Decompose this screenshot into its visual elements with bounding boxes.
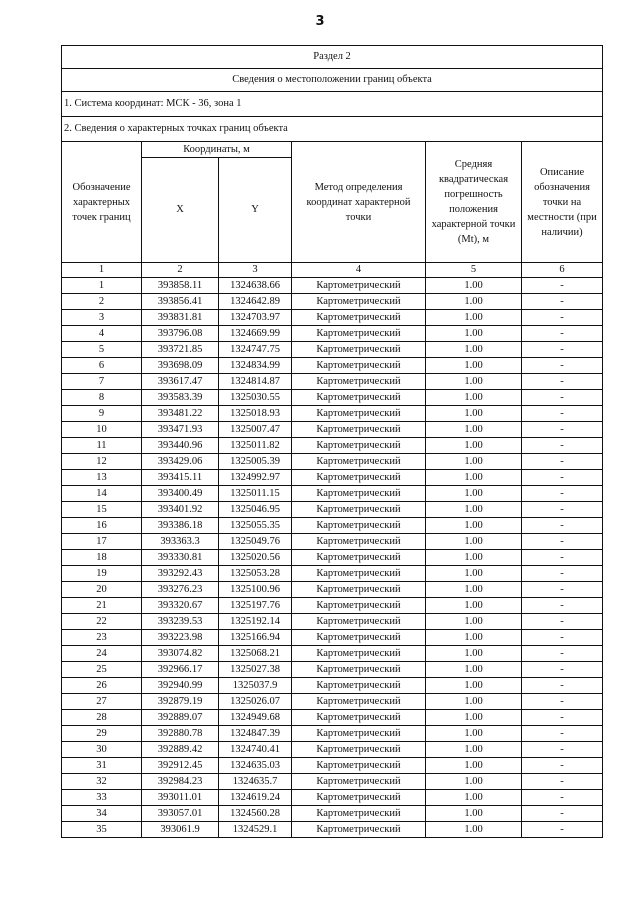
x-coordinate-cell: 393074.82 (142, 646, 219, 662)
method-cell: Картометрический (292, 342, 426, 358)
x-coordinate-cell: 392984.23 (142, 774, 219, 790)
description-cell: - (522, 774, 603, 790)
accuracy-cell: 1.00 (426, 742, 522, 758)
y-coordinate-cell: 1324529.1 (219, 822, 292, 838)
table-row (62, 278, 603, 294)
method-cell: Картометрический (292, 390, 426, 406)
table-row (62, 822, 603, 838)
y-coordinate-cell: 1324834.99 (219, 358, 292, 374)
accuracy-cell: 1.00 (426, 710, 522, 726)
column-number: 4 (292, 263, 426, 278)
y-coordinate-cell: 1325192.14 (219, 614, 292, 630)
point-id-cell: 4 (62, 326, 142, 342)
point-id-cell: 3 (62, 310, 142, 326)
x-coordinate-cell: 393858.11 (142, 278, 219, 294)
x-coordinate-cell: 393386.18 (142, 518, 219, 534)
method-cell: Картометрический (292, 566, 426, 582)
description-cell: - (522, 518, 603, 534)
accuracy-cell: 1.00 (426, 454, 522, 470)
description-cell: - (522, 806, 603, 822)
y-coordinate-cell: 1325007.47 (219, 422, 292, 438)
x-coordinate-cell: 393276.23 (142, 582, 219, 598)
table-row (62, 502, 603, 518)
point-id-cell: 20 (62, 582, 142, 598)
table-row (62, 582, 603, 598)
point-id-cell: 19 (62, 566, 142, 582)
table-row (62, 774, 603, 790)
description-cell: - (522, 646, 603, 662)
method-cell: Картометрический (292, 470, 426, 486)
point-id-cell: 30 (62, 742, 142, 758)
description-cell: - (522, 358, 603, 374)
header-accuracy: Средняя квадратическая погрешность положения характерной точки (Mt), м (426, 142, 522, 263)
description-cell: - (522, 566, 603, 582)
header-description: Описание обозначения точки на местности (при наличии) (522, 142, 603, 263)
x-coordinate-cell: 393061.9 (142, 822, 219, 838)
method-cell: Картометрический (292, 454, 426, 470)
x-coordinate-cell: 393057.01 (142, 806, 219, 822)
description-cell: - (522, 534, 603, 550)
method-cell: Картометрический (292, 278, 426, 294)
coordinate-system: 1. Система координат: МСК - 36, зона 1 (62, 92, 603, 117)
accuracy-cell: 1.00 (426, 502, 522, 518)
point-id-cell: 12 (62, 454, 142, 470)
column-number: 6 (522, 263, 603, 278)
table-row (62, 534, 603, 550)
point-id-cell: 9 (62, 406, 142, 422)
x-coordinate-cell: 393223.98 (142, 630, 219, 646)
y-coordinate-cell: 1324560.28 (219, 806, 292, 822)
point-id-cell: 32 (62, 774, 142, 790)
table-row (62, 374, 603, 390)
accuracy-cell: 1.00 (426, 342, 522, 358)
accuracy-cell: 1.00 (426, 294, 522, 310)
method-cell: Картометрический (292, 406, 426, 422)
x-coordinate-cell: 393400.49 (142, 486, 219, 502)
point-id-cell: 11 (62, 438, 142, 454)
description-cell: - (522, 822, 603, 838)
x-coordinate-cell: 393429.06 (142, 454, 219, 470)
accuracy-cell: 1.00 (426, 310, 522, 326)
column-number: 5 (426, 263, 522, 278)
table-row (62, 326, 603, 342)
description-cell: - (522, 678, 603, 694)
x-coordinate-cell: 392889.42 (142, 742, 219, 758)
table-row (62, 390, 603, 406)
table-row (62, 294, 603, 310)
table-row (62, 694, 603, 710)
description-cell: - (522, 710, 603, 726)
description-cell: - (522, 630, 603, 646)
method-cell: Картометрический (292, 326, 426, 342)
table-row (62, 662, 603, 678)
x-coordinate-cell: 393239.53 (142, 614, 219, 630)
method-cell: Картометрический (292, 614, 426, 630)
method-cell: Картометрический (292, 646, 426, 662)
boundary-points-table (61, 45, 603, 838)
point-id-cell: 28 (62, 710, 142, 726)
point-id-cell: 16 (62, 518, 142, 534)
table-row (62, 518, 603, 534)
point-id-cell: 31 (62, 758, 142, 774)
y-coordinate-cell: 1324642.89 (219, 294, 292, 310)
accuracy-cell: 1.00 (426, 694, 522, 710)
y-coordinate-cell: 1324703.97 (219, 310, 292, 326)
method-cell: Картометрический (292, 822, 426, 838)
x-coordinate-cell: 393796.08 (142, 326, 219, 342)
method-cell: Картометрический (292, 502, 426, 518)
table-row (62, 422, 603, 438)
point-id-cell: 14 (62, 486, 142, 502)
description-cell: - (522, 294, 603, 310)
x-coordinate-cell: 393292.43 (142, 566, 219, 582)
y-coordinate-cell: 1324669.99 (219, 326, 292, 342)
point-id-cell: 1 (62, 278, 142, 294)
x-coordinate-cell: 392966.17 (142, 662, 219, 678)
y-coordinate-cell: 1325037.9 (219, 678, 292, 694)
accuracy-cell: 1.00 (426, 774, 522, 790)
y-coordinate-cell: 1324638.66 (219, 278, 292, 294)
table-row (62, 614, 603, 630)
accuracy-cell: 1.00 (426, 422, 522, 438)
method-cell: Картометрический (292, 422, 426, 438)
column-number: 1 (62, 263, 142, 278)
y-coordinate-cell: 1324847.39 (219, 726, 292, 742)
method-cell: Картометрический (292, 774, 426, 790)
description-cell: - (522, 310, 603, 326)
method-cell: Картометрический (292, 310, 426, 326)
description-cell: - (522, 438, 603, 454)
section-title: Раздел 2 (62, 46, 603, 69)
table-row (62, 438, 603, 454)
method-cell: Картометрический (292, 662, 426, 678)
x-coordinate-cell: 393698.09 (142, 358, 219, 374)
accuracy-cell: 1.00 (426, 582, 522, 598)
method-cell: Картометрический (292, 598, 426, 614)
point-id-cell: 24 (62, 646, 142, 662)
table-row (62, 678, 603, 694)
x-coordinate-cell: 393831.81 (142, 310, 219, 326)
header-y: Y (219, 158, 292, 263)
description-cell: - (522, 390, 603, 406)
table-row (62, 486, 603, 502)
table-row (62, 598, 603, 614)
method-cell: Картометрический (292, 806, 426, 822)
method-cell: Картометрический (292, 710, 426, 726)
table-row (62, 742, 603, 758)
x-coordinate-cell: 392912.45 (142, 758, 219, 774)
accuracy-cell: 1.00 (426, 790, 522, 806)
table-row (62, 710, 603, 726)
accuracy-cell: 1.00 (426, 390, 522, 406)
accuracy-cell: 1.00 (426, 470, 522, 486)
y-coordinate-cell: 1325053.28 (219, 566, 292, 582)
point-id-cell: 6 (62, 358, 142, 374)
y-coordinate-cell: 1325100.96 (219, 582, 292, 598)
accuracy-cell: 1.00 (426, 614, 522, 630)
y-coordinate-cell: 1324949.68 (219, 710, 292, 726)
table-row (62, 406, 603, 422)
description-cell: - (522, 502, 603, 518)
description-cell: - (522, 486, 603, 502)
point-id-cell: 15 (62, 502, 142, 518)
y-coordinate-cell: 1325018.93 (219, 406, 292, 422)
method-cell: Картометрический (292, 758, 426, 774)
point-id-cell: 13 (62, 470, 142, 486)
point-id-cell: 2 (62, 294, 142, 310)
header-coordinates: Координаты, м (142, 142, 292, 158)
accuracy-cell: 1.00 (426, 278, 522, 294)
description-cell: - (522, 790, 603, 806)
x-coordinate-cell: 393415.11 (142, 470, 219, 486)
y-coordinate-cell: 1325020.56 (219, 550, 292, 566)
accuracy-cell: 1.00 (426, 486, 522, 502)
accuracy-cell: 1.00 (426, 630, 522, 646)
table-row (62, 550, 603, 566)
method-cell: Картометрический (292, 550, 426, 566)
description-cell: - (522, 662, 603, 678)
y-coordinate-cell: 1325011.82 (219, 438, 292, 454)
accuracy-cell: 1.00 (426, 550, 522, 566)
table-row (62, 470, 603, 486)
point-id-cell: 22 (62, 614, 142, 630)
method-cell: Картометрический (292, 630, 426, 646)
method-cell: Картометрический (292, 534, 426, 550)
y-coordinate-cell: 1325166.94 (219, 630, 292, 646)
y-coordinate-cell: 1325005.39 (219, 454, 292, 470)
x-coordinate-cell: 393583.39 (142, 390, 219, 406)
header-method: Метод определения координат характерной точки (292, 142, 426, 263)
point-id-cell: 34 (62, 806, 142, 822)
column-number: 3 (219, 263, 292, 278)
table-row (62, 310, 603, 326)
x-coordinate-cell: 392880.78 (142, 726, 219, 742)
x-coordinate-cell: 392940.99 (142, 678, 219, 694)
y-coordinate-cell: 1325030.55 (219, 390, 292, 406)
method-cell: Картометрический (292, 518, 426, 534)
description-cell: - (522, 422, 603, 438)
point-id-cell: 5 (62, 342, 142, 358)
description-cell: - (522, 742, 603, 758)
column-number: 2 (142, 263, 219, 278)
x-coordinate-cell: 393320.67 (142, 598, 219, 614)
y-coordinate-cell: 1324635.7 (219, 774, 292, 790)
method-cell: Картометрический (292, 742, 426, 758)
y-coordinate-cell: 1324992.97 (219, 470, 292, 486)
y-coordinate-cell: 1324635.03 (219, 758, 292, 774)
description-cell: - (522, 694, 603, 710)
table-row (62, 566, 603, 582)
y-coordinate-cell: 1325197.76 (219, 598, 292, 614)
accuracy-cell: 1.00 (426, 662, 522, 678)
y-coordinate-cell: 1324814.87 (219, 374, 292, 390)
table-row (62, 646, 603, 662)
x-coordinate-cell: 393481.22 (142, 406, 219, 422)
accuracy-cell: 1.00 (426, 326, 522, 342)
x-coordinate-cell: 393330.81 (142, 550, 219, 566)
y-coordinate-cell: 1325011.15 (219, 486, 292, 502)
description-cell: - (522, 758, 603, 774)
table-row (62, 454, 603, 470)
description-cell: - (522, 614, 603, 630)
y-coordinate-cell: 1325046.95 (219, 502, 292, 518)
method-cell: Картометрический (292, 374, 426, 390)
accuracy-cell: 1.00 (426, 358, 522, 374)
description-cell: - (522, 278, 603, 294)
y-coordinate-cell: 1325027.38 (219, 662, 292, 678)
y-coordinate-cell: 1325049.76 (219, 534, 292, 550)
accuracy-cell: 1.00 (426, 406, 522, 422)
x-coordinate-cell: 393440.96 (142, 438, 219, 454)
accuracy-cell: 1.00 (426, 758, 522, 774)
point-id-cell: 33 (62, 790, 142, 806)
header-x: X (142, 158, 219, 263)
accuracy-cell: 1.00 (426, 438, 522, 454)
description-cell: - (522, 326, 603, 342)
table-row (62, 726, 603, 742)
table-row (62, 790, 603, 806)
accuracy-cell: 1.00 (426, 534, 522, 550)
point-id-cell: 17 (62, 534, 142, 550)
table-row (62, 358, 603, 374)
method-cell: Картометрический (292, 582, 426, 598)
accuracy-cell: 1.00 (426, 518, 522, 534)
point-id-cell: 8 (62, 390, 142, 406)
point-id-cell: 21 (62, 598, 142, 614)
header-point-label: Обозначение характерных точек границ (62, 142, 142, 263)
point-id-cell: 10 (62, 422, 142, 438)
point-id-cell: 25 (62, 662, 142, 678)
method-cell: Картометрический (292, 678, 426, 694)
table-row (62, 630, 603, 646)
method-cell: Картометрический (292, 438, 426, 454)
description-cell: - (522, 374, 603, 390)
description-cell: - (522, 342, 603, 358)
table-row (62, 758, 603, 774)
x-coordinate-cell: 393363.3 (142, 534, 219, 550)
description-cell: - (522, 598, 603, 614)
accuracy-cell: 1.00 (426, 678, 522, 694)
accuracy-cell: 1.00 (426, 726, 522, 742)
page-number: 3 (315, 14, 325, 29)
y-coordinate-cell: 1324747.75 (219, 342, 292, 358)
description-cell: - (522, 550, 603, 566)
accuracy-cell: 1.00 (426, 822, 522, 838)
method-cell: Картометрический (292, 294, 426, 310)
accuracy-cell: 1.00 (426, 566, 522, 582)
y-coordinate-cell: 1324740.41 (219, 742, 292, 758)
description-cell: - (522, 470, 603, 486)
x-coordinate-cell: 393011.01 (142, 790, 219, 806)
description-cell: - (522, 582, 603, 598)
y-coordinate-cell: 1325026.07 (219, 694, 292, 710)
y-coordinate-cell: 1325055.35 (219, 518, 292, 534)
method-cell: Картометрический (292, 486, 426, 502)
description-cell: - (522, 406, 603, 422)
x-coordinate-cell: 393471.93 (142, 422, 219, 438)
point-id-cell: 27 (62, 694, 142, 710)
point-id-cell: 23 (62, 630, 142, 646)
x-coordinate-cell: 393617.47 (142, 374, 219, 390)
method-cell: Картометрический (292, 358, 426, 374)
point-id-cell: 26 (62, 678, 142, 694)
x-coordinate-cell: 393401.92 (142, 502, 219, 518)
x-coordinate-cell: 392889.07 (142, 710, 219, 726)
table-row (62, 806, 603, 822)
accuracy-cell: 1.00 (426, 598, 522, 614)
method-cell: Картометрический (292, 790, 426, 806)
description-cell: - (522, 726, 603, 742)
description-cell: - (522, 454, 603, 470)
point-id-cell: 7 (62, 374, 142, 390)
section-subtitle: Сведения о местоположении границ объекта (62, 69, 603, 92)
x-coordinate-cell: 392879.19 (142, 694, 219, 710)
points-heading: 2. Сведения о характерных точках границ объекта (62, 117, 603, 142)
point-id-cell: 29 (62, 726, 142, 742)
x-coordinate-cell: 393721.85 (142, 342, 219, 358)
y-coordinate-cell: 1325068.21 (219, 646, 292, 662)
accuracy-cell: 1.00 (426, 374, 522, 390)
accuracy-cell: 1.00 (426, 806, 522, 822)
x-coordinate-cell: 393856.41 (142, 294, 219, 310)
point-id-cell: 35 (62, 822, 142, 838)
accuracy-cell: 1.00 (426, 646, 522, 662)
point-id-cell: 18 (62, 550, 142, 566)
table-row (62, 342, 603, 358)
y-coordinate-cell: 1324619.24 (219, 790, 292, 806)
method-cell: Картометрический (292, 726, 426, 742)
method-cell: Картометрический (292, 694, 426, 710)
